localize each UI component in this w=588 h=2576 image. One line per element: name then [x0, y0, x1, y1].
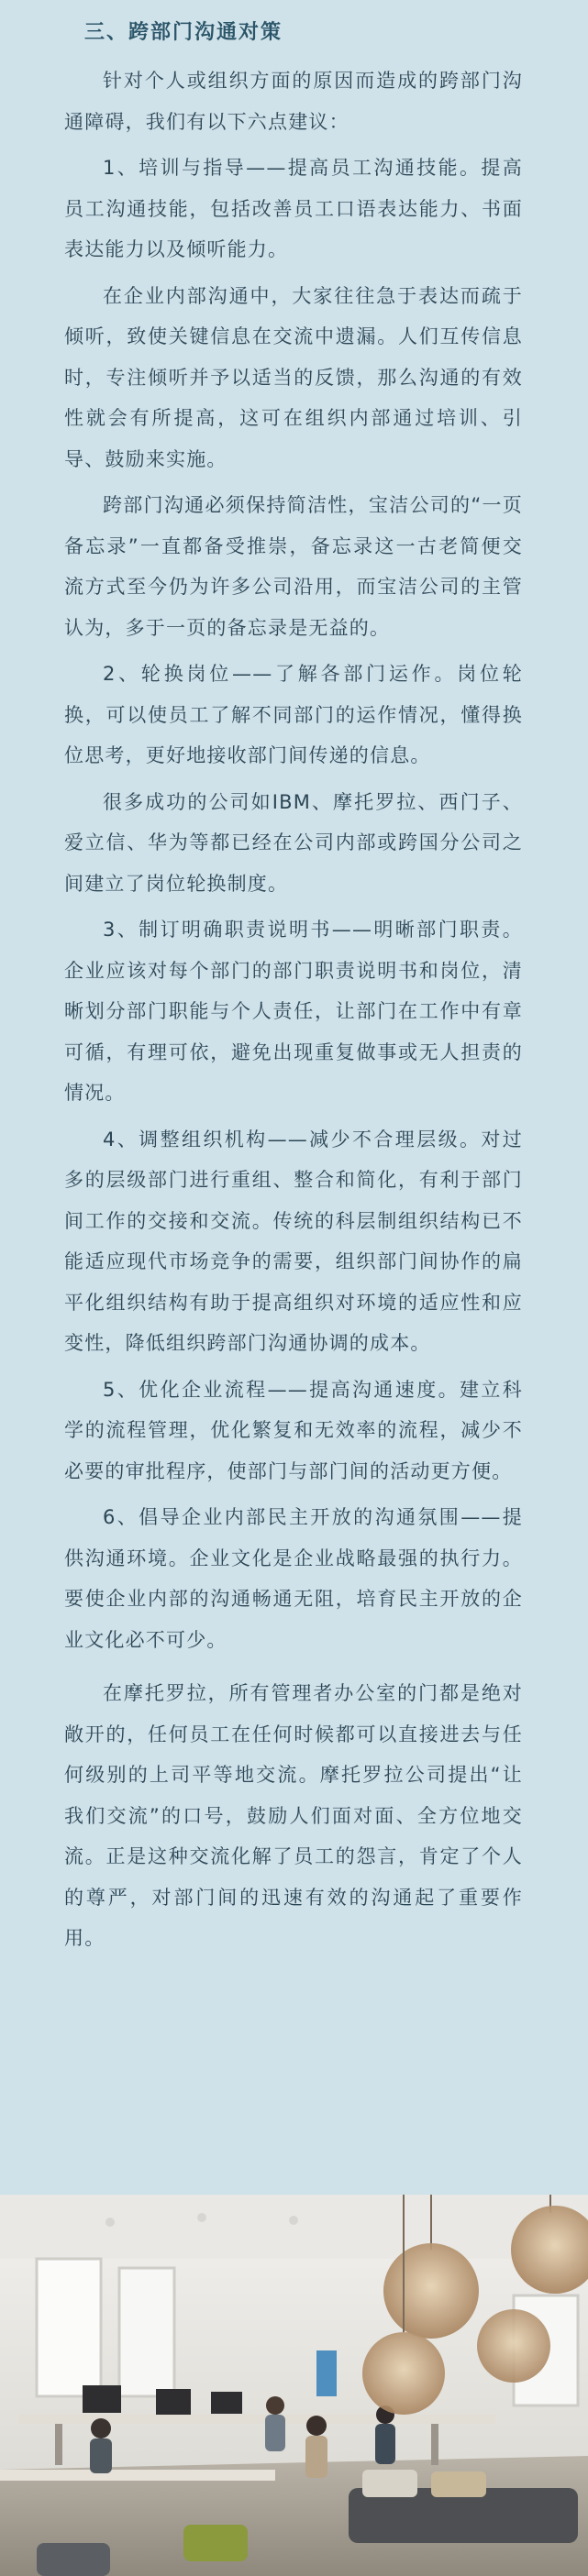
intro-paragraph: 针对个人或组织方面的原因而造成的跨部门沟通障碍，我们有以下六点建议： — [64, 70, 523, 133]
motorola-paragraph: 在摩托罗拉，所有管理者办公室的门都是绝对敞开的，任何员工在任何时候都可以直接进去与任何级别的上司平等地交流。摩托罗拉公司提出“让我们交流”的口号，鼓励人们面对面、全方位地交流。正是这种交流化解了员工的怨言，肯定了个人的尊严，对部门间的迅速有效的沟通起了重要作用。 — [64, 1682, 523, 1949]
suggestion-5-paragraph: 5、优化企业流程——提高沟通速度。建立科学的流程管理，优化繁复和无效率的流程，减少不必要的审批程序，使部门与部门间的活动更方便。 — [64, 1378, 523, 1482]
section-title: 三、跨部门沟通对策 — [84, 21, 283, 44]
rotation-examples-paragraph: 很多成功的公司如IBM、摩托罗拉、西门子、爱立信、华为等都已经在公司内部或跨国分公司之间建立了岗位轮换制度。 — [64, 790, 523, 895]
suggestion-4-paragraph: 4、调整组织机构——减少不合理层级。对过多的层级部门进行重组、整合和简化，有利于部门间工作的交接和交流。传统的科层制组织结构已不能适应现代市场竞争的需要，组织部门间协作的扁平化组织结构有助于提高组织对环境的适应性和应变性，降低组织跨部门沟通协调的成本。 — [64, 1128, 523, 1354]
listening-paragraph: 在企业内部沟通中，大家往往急于表达而疏于倾听，致使关键信息在交流中遗漏。人们互传信息时，专注倾听并予以适当的反馈，那么沟通的有效性就会有所提高，这可在组织内部通过培训、引导、鼓励来实施。 — [64, 284, 523, 470]
office-photo — [0, 2195, 588, 2576]
suggestion-3-paragraph: 3、制订明确职责说明书——明晰部门职责。企业应该对每个部门的部门职责说明书和岗位，清晰划分部门职能与个人责任，让部门在工作中有章可循，有理可依，避免出现重复做事或无人担责的情况。 — [64, 919, 523, 1104]
memo-paragraph: 跨部门沟通必须保持简洁性，宝洁公司的“一页备忘录”一直都备受推崇，备忘录这一古老简便交流方式至今仍为许多公司沿用，而宝洁公司的主管认为，多于一页的备忘录是无益的。 — [64, 494, 523, 639]
suggestion-2-paragraph: 2、轮换岗位——了解各部门运作。岗位轮换，可以使员工了解不同部门的运作情况，懂得换位思考，更好地接收部门间传递的信息。 — [64, 663, 523, 766]
article-body — [64, 13, 523, 1965]
suggestion-1-paragraph: 1、培训与指导——提高员工沟通技能。提高员工沟通技能，包括改善员工口语表达能力、书面表达能力以及倾听能力。 — [64, 157, 523, 260]
suggestion-6-paragraph: 6、倡导企业内部民主开放的沟通氛围——提供沟通环境。企业文化是企业战略最强的执行力。要使企业内部的沟通畅通无阻，培育民主开放的企业文化必不可少。 — [64, 1506, 523, 1651]
